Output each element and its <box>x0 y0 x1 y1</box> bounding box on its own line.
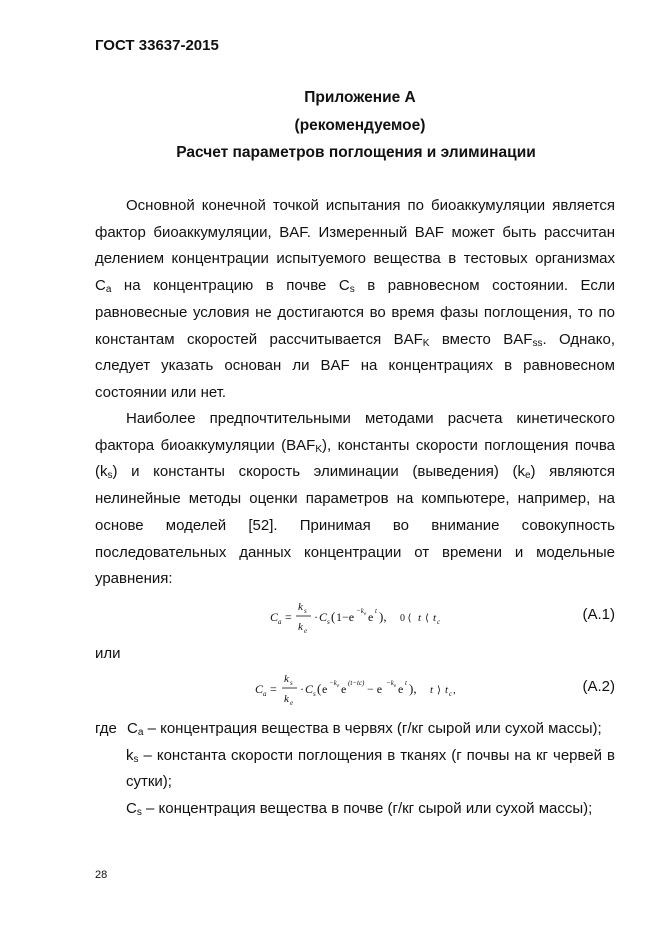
svg-text:a: a <box>278 618 282 626</box>
svg-text:C: C <box>255 682 264 696</box>
definition-ks: $k_s$ – константа скорости поглощения в тканях (г почвы на кг червей в сутки); <box>126 746 615 791</box>
svg-text:t: t <box>433 612 437 624</box>
formula-a2-image <box>95 668 515 712</box>
svg-text:0 ⟨: 0 ⟨ <box>400 613 412 624</box>
svg-text:t: t <box>430 684 434 696</box>
svg-text:(: ( <box>331 609 336 624</box>
paragraph-baf-definition: Основной конечной точкой испытания по биоаккумуляции является фактор биоаккумуляции, BAF. Измеренный BAF может быть рассчитан делением концентрации испытуемого вещества в тестовых организмах $C_a$ на концентрацию в почве $C_s$ в равновесном состоянии. Если равновесные условия не достигаются во время фазы поглощения, то по константам скоростей рассчитывается $BAF_K$ вместо $BAF_{ss}$. Однако, следует указать основан ли BAF на концентрациях в равновесном состоянии или нет. <box>95 197 616 401</box>
svg-text:t: t <box>375 607 377 615</box>
svg-text:e: e <box>322 682 328 696</box>
svg-text:e: e <box>368 610 374 624</box>
svg-text:s: s <box>313 690 316 698</box>
formula-a1 <box>95 596 615 636</box>
svg-text:e: e <box>337 684 340 689</box>
definition-ca: где $C_a$ – концентрация вещества в червях (г/кг сырой или сухой массы); <box>95 716 615 743</box>
equation-number-a1: (А.1) <box>582 606 615 623</box>
svg-text:s: s <box>290 679 293 687</box>
svg-text:c: c <box>437 618 441 626</box>
svg-text:k: k <box>298 601 303 613</box>
svg-text:·: · <box>314 610 318 624</box>
annex-status: (рекомендуемое) <box>294 117 426 134</box>
svg-text:e: e <box>398 682 404 696</box>
svg-text:k: k <box>284 673 289 685</box>
svg-text:(t−tc): (t−tc) <box>348 679 365 687</box>
annex-label: Приложение А <box>304 89 416 106</box>
svg-text:s: s <box>304 607 307 615</box>
svg-text:1−e: 1−e <box>336 610 355 624</box>
definition-cs: $C_s$ – концентрация вещества в почве (г/кг сырой или сухой массы); <box>126 800 593 819</box>
svg-text:a: a <box>263 690 267 698</box>
svg-text:e: e <box>341 682 347 696</box>
svg-text:− e: − e <box>367 682 383 696</box>
svg-text:s: s <box>327 618 330 626</box>
svg-text:C: C <box>305 682 314 696</box>
svg-text:),: ), <box>379 609 387 624</box>
document-code: ГОСТ 33637-2015 <box>95 37 219 54</box>
definitions-lead: где <box>95 720 117 737</box>
svg-text:−k: −k <box>356 607 364 615</box>
svg-text:C: C <box>319 610 328 624</box>
svg-text:k: k <box>298 621 303 633</box>
svg-text:−k: −k <box>329 679 337 687</box>
svg-text:=: = <box>270 682 277 696</box>
svg-text:(: ( <box>317 681 322 696</box>
svg-text:t: t <box>405 679 407 687</box>
svg-text:),: ), <box>409 681 417 696</box>
svg-text:e: e <box>290 699 294 707</box>
paragraph-kinetic-methods: Наиболее предпочтительными методами расчета кинетического фактора биоаккумуляции $(BAF_K)$, константы скорости поглощения почва $(k_s)$ и константы скорость элиминации (выведения) $(k_e)$ являются нелинейные методы оценки параметров на компьютере, например, на основе моделей [52]. Принимая во внимание совокупность последовательных данных концентрации от времени и модельные уравнения: <box>95 410 616 588</box>
svg-text:e: e <box>394 684 397 689</box>
svg-text:C: C <box>270 610 279 624</box>
svg-text:k: k <box>284 693 289 705</box>
svg-text:−k: −k <box>386 679 394 687</box>
variable-definitions <box>95 716 615 823</box>
svg-text:·: · <box>300 682 304 696</box>
svg-text:,: , <box>453 684 456 696</box>
svg-text:e: e <box>304 627 308 635</box>
svg-text:⟨: ⟨ <box>425 613 429 624</box>
formula-a1-image <box>95 596 515 640</box>
svg-text:⟩: ⟩ <box>437 685 441 696</box>
svg-text:t: t <box>418 612 422 624</box>
page-number: 28 <box>95 869 108 881</box>
annex-title: Расчет параметров поглощения и элиминации <box>176 144 536 161</box>
svg-text:t: t <box>445 684 449 696</box>
svg-text:c: c <box>449 690 453 698</box>
equation-number-a2: (А.2) <box>582 678 615 695</box>
connector-text: или <box>95 645 121 662</box>
svg-text:e: e <box>364 612 367 617</box>
svg-text:=: = <box>285 610 292 624</box>
formula-a2 <box>95 668 615 708</box>
